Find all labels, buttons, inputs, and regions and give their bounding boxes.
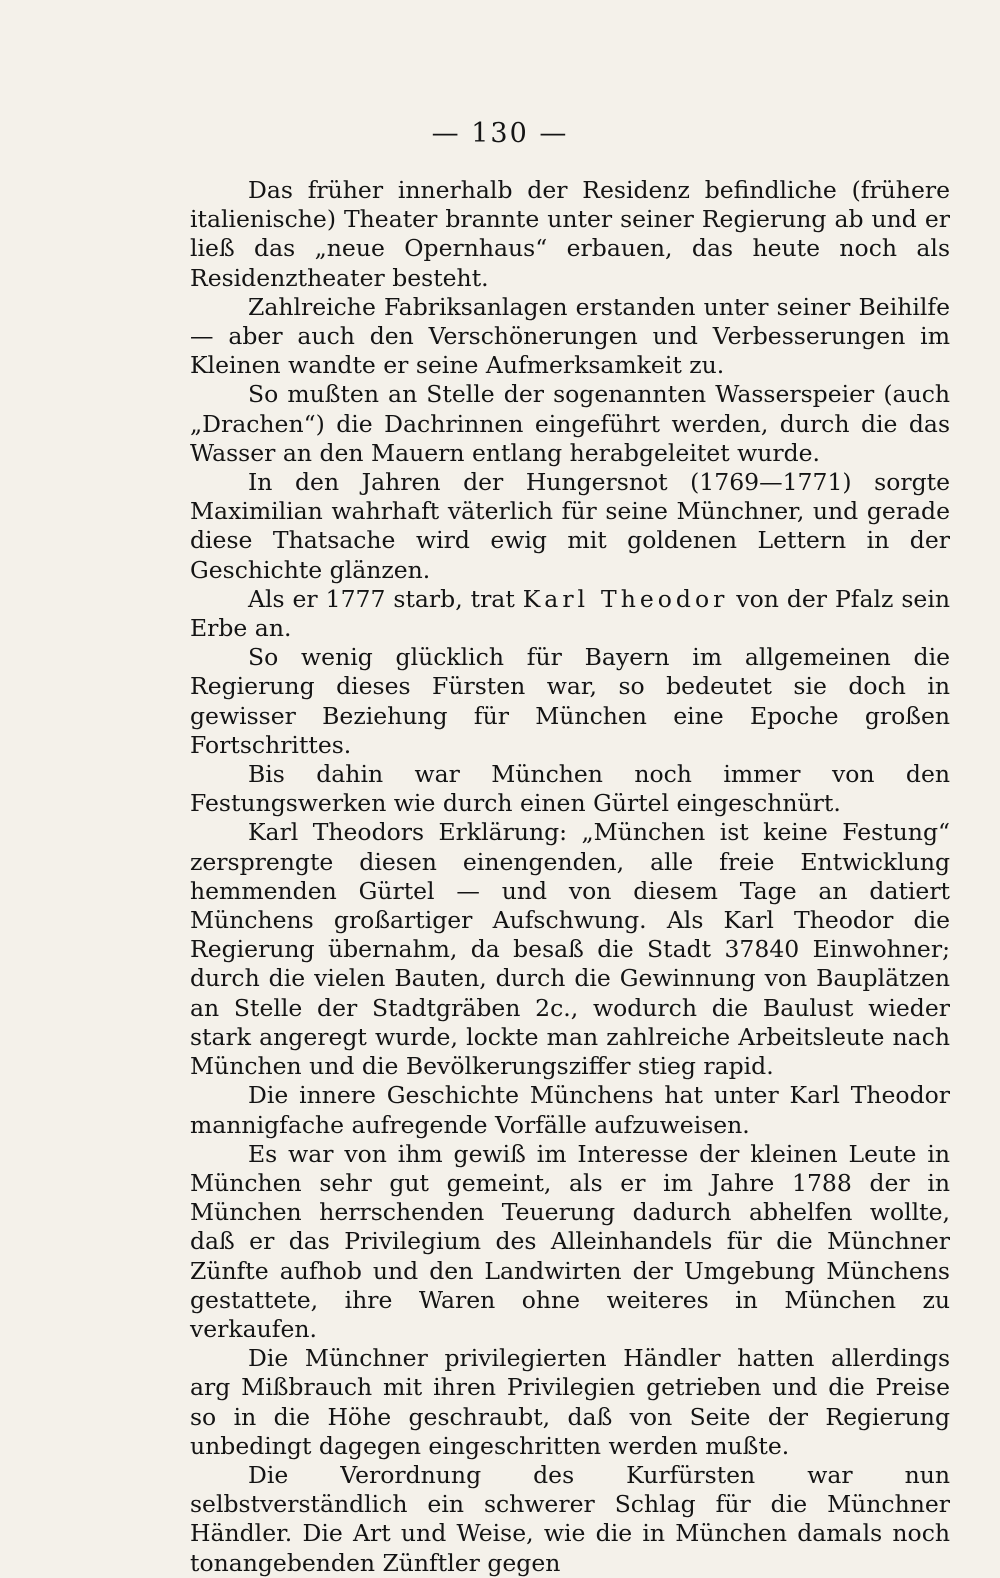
page-number: — 130 — [431,118,569,149]
paragraph-verordnung: Die Verordnung des Kurfürsten war nun selbstverständlich ein schwerer Schlag für die Münchner Händler. Die Art und Weise, wie die in München damals noch tonangebenden Zünftler gegen [190,1460,950,1577]
paragraph-epoche: So wenig glücklich für Bayern im allgemeinen die Regierung dieses Fürsten war, so bedeutet sie doch in gewisser Beziehung für München eine Epoche großen Fortschrittes. [190,643,950,759]
paragraph-residenztheater: Das früher innerhalb der Residenz befindliche (frühere italienische) Theater brannte unter seiner Regierung ab und er ließ das „neue Opernhaus“ erbauen, das heute noch als Residenztheater besteht. [190,176,950,292]
body-text [190,176,950,1578]
paragraph-text-after: von der Pfalz sein Erbe an. [190,584,950,643]
paragraph-teuerung: Es war von ihm gewiß im Interesse der kleinen Leute in München sehr gut gemeint, als er im Jahre 1788 der in München herrschenden Teuerung dadurch abhelfen wollte, daß er das Privilegium des Alleinhandels für die Münchner Zünfte aufhob und den Landwirten der Umgebung Münchens gestattete, ihre Waren ohne weiteres in München zu verkaufen. [190,1139,950,1343]
paragraph-fabriksanlagen: Zahlreiche Fabriksanlagen erstanden unter seiner Beihilfe — aber auch den Verschönerungen und Verbesserungen im Kleinen wandte er seine Aufmerksamkeit zu. [190,292,950,380]
paragraph-privilegien: Die Münchner privilegierten Händler hatten allerdings arg Mißbrauch mit ihren Privilegien getrieben und die Preise so in die Höhe geschraubt, daß von Seite der Regierung unbedingt dagegen eingeschritten werden mußte. [190,1344,950,1460]
paragraph-hungersnot: In den Jahren der Hungersnot (1769—1771) sorgte Maximilian wahrhaft väterlich für seine Münchner, und gerade diese Thatsache wird ewig mit goldenen Lettern in der Geschichte glänzen. [190,468,950,584]
paragraph-festungswerke: Bis dahin war München noch immer von den Festungswerken wie durch einen Gürtel eingeschnürt. [190,760,950,818]
spaced-name-karl-theodor: Karl Theodor [522,584,729,613]
paragraph-karl-theodor-succession [190,585,950,643]
paragraph-text-before: Als er 1777 starb, trat [248,584,523,613]
paragraph-innere-geschichte: Die innere Geschichte Münchens hat unter Karl Theodor mannigfache aufregende Vorfälle aufzuweisen. [190,1081,950,1139]
paragraph-wasserspeier: So mußten an Stelle der sogenannten Wasserspeier (auch „Drachen“) die Dachrinnen eingeführt werden, durch die das Wasser an den Mauern entlang herabgeleitet wurde. [190,380,950,467]
paragraph-aufschwung: Karl Theodors Erklärung: „München ist keine Festung“ zersprengte diesen einengenden, alle freie Entwicklung hemmenden Gürtel — und von diesem Tage an datiert Münchens großartiger Aufschwung. Als Karl Theodor die Regierung übernahm, da besaß die Stadt 37840 Einwohner; durch die vielen Bauten, durch die Gewinnung von Bauplätzen an Stelle der Stadtgräben 2c., wodurch die Baulust wieder stark angeregt wurde, lockte man zahlreiche Arbeitsleute nach München und die Bevölkerungsziffer stieg rapid. [190,818,950,1081]
